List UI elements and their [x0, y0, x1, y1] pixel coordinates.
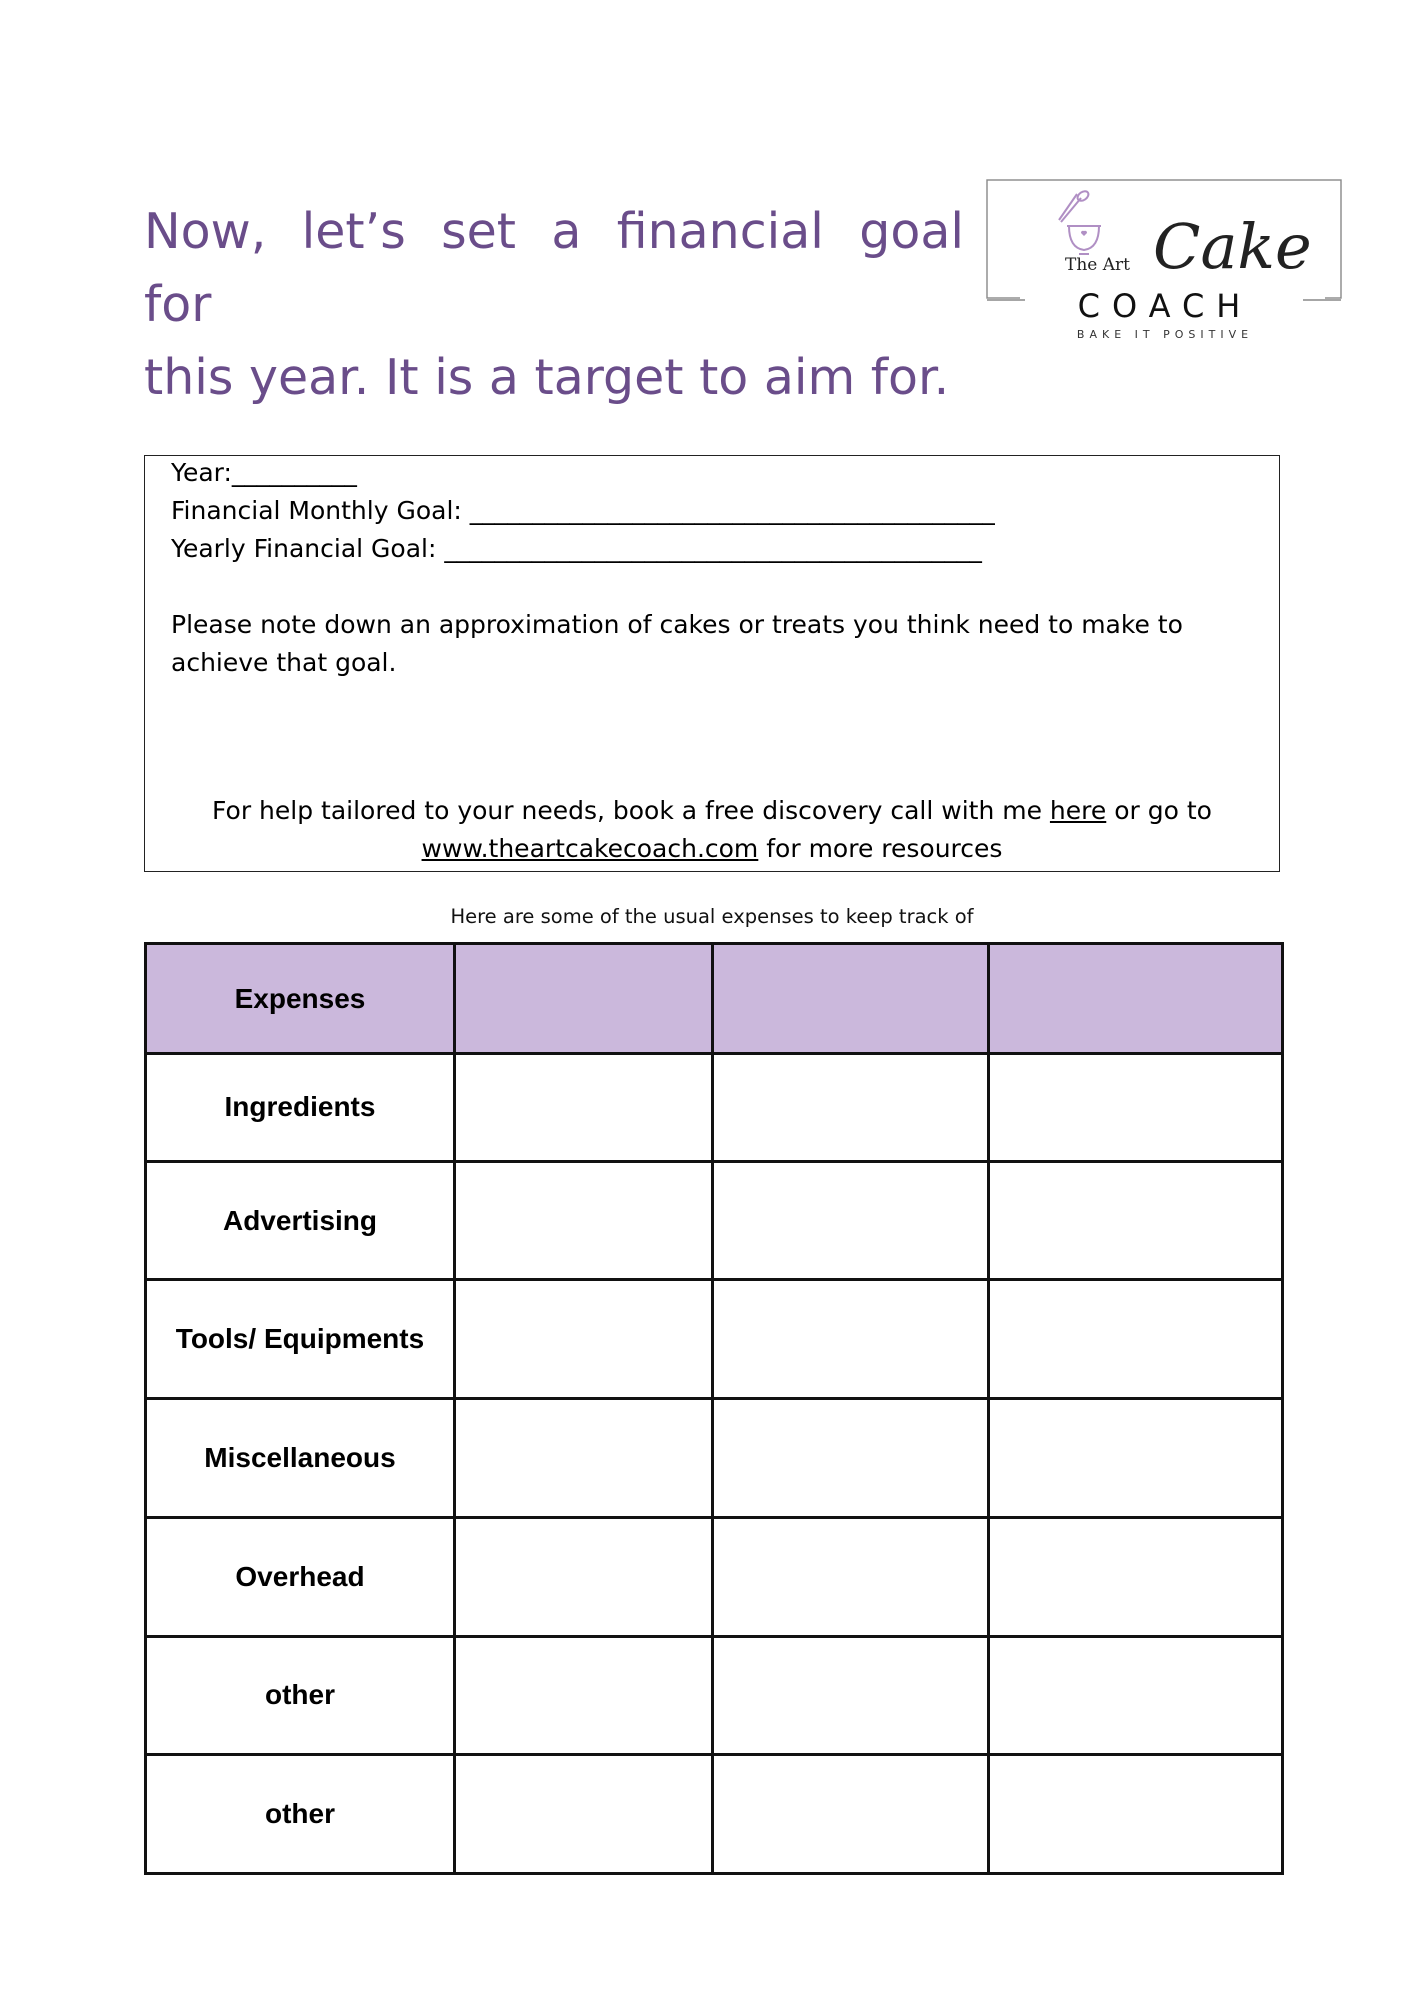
page-heading: [144, 195, 964, 414]
blank-cell[interactable]: [713, 1755, 989, 1874]
table-row: [146, 1755, 1283, 1874]
table-row: [146, 1399, 1283, 1518]
blank-cell[interactable]: [455, 1636, 713, 1755]
header-cell[interactable]: [713, 944, 989, 1054]
blank-cell[interactable]: [989, 1399, 1283, 1518]
logo-tagline: BAKE IT POSITIVE: [1076, 328, 1254, 341]
cakes-note-text: Please note down an approximation of cakes or treats you think need to make to achieve that goal.: [171, 610, 1183, 677]
logo-cake: Cake: [1153, 210, 1312, 283]
blank-cell[interactable]: [713, 1161, 989, 1280]
blank-cell[interactable]: [713, 1280, 989, 1399]
logo-the-art: The Art: [1065, 255, 1130, 275]
blank-cell[interactable]: [455, 1280, 713, 1399]
row-label: Overhead: [146, 1517, 455, 1636]
blank-cell[interactable]: [455, 1161, 713, 1280]
blank-cell[interactable]: [455, 1054, 713, 1162]
here-link[interactable]: here: [1049, 796, 1107, 825]
year-field[interactable]: Year:__________: [171, 458, 357, 487]
table-row: [146, 1280, 1283, 1399]
mixing-bowl-icon: [1059, 189, 1101, 254]
monthly-goal-field[interactable]: Financial Monthly Goal: __________________________________________: [171, 496, 995, 525]
blank-cell[interactable]: [989, 1517, 1283, 1636]
blank-cell[interactable]: [713, 1399, 989, 1518]
row-label: Ingredients: [146, 1054, 455, 1162]
table-row: [146, 1054, 1283, 1162]
header-cell[interactable]: [989, 944, 1283, 1054]
help-text: [145, 792, 1279, 868]
goal-fields: [171, 454, 995, 568]
blank-cell[interactable]: [713, 1054, 989, 1162]
blank-cell[interactable]: [713, 1636, 989, 1755]
help-middle: or go to: [1106, 796, 1212, 825]
table-row: [146, 1161, 1283, 1280]
blank-cell[interactable]: [455, 1755, 713, 1874]
row-label: other: [146, 1755, 455, 1874]
blank-cell[interactable]: [989, 1636, 1283, 1755]
expenses-table: [144, 942, 1284, 1875]
art-cake-coach-logo: [985, 178, 1345, 348]
blank-cell[interactable]: [989, 1280, 1283, 1399]
help-suffix: for more resources: [758, 834, 1003, 863]
financial-goal-box: [144, 455, 1280, 872]
table-row: [146, 1517, 1283, 1636]
table-row: [146, 1636, 1283, 1755]
row-label: Tools/ Equipments: [146, 1280, 455, 1399]
blank-cell[interactable]: [989, 1161, 1283, 1280]
expenses-header: Expenses: [146, 944, 455, 1054]
heading-line-1: Now, let’s set a financial goal for: [144, 203, 964, 333]
header-cell[interactable]: [455, 944, 713, 1054]
help-prefix: For help tailored to your needs, book a free discovery call with me: [212, 796, 1050, 825]
website-link[interactable]: www.theartcakecoach.com: [421, 834, 759, 863]
logo-coach: COACH: [1077, 287, 1253, 325]
cakes-note: [171, 606, 1231, 682]
expenses-caption: Here are some of the usual expenses to keep track of: [450, 905, 974, 928]
blank-cell[interactable]: [455, 1399, 713, 1518]
heading-line-2: this year. It is a target to aim for.: [144, 349, 950, 406]
row-label: Miscellaneous: [146, 1399, 455, 1518]
yearly-goal-field[interactable]: Yearly Financial Goal: ___________________________________________: [171, 534, 982, 563]
blank-cell[interactable]: [989, 1755, 1283, 1874]
table-header-row: [146, 944, 1283, 1054]
blank-cell[interactable]: [713, 1517, 989, 1636]
blank-cell[interactable]: [989, 1054, 1283, 1162]
row-label: other: [146, 1636, 455, 1755]
blank-cell[interactable]: [455, 1517, 713, 1636]
row-label: Advertising: [146, 1161, 455, 1280]
